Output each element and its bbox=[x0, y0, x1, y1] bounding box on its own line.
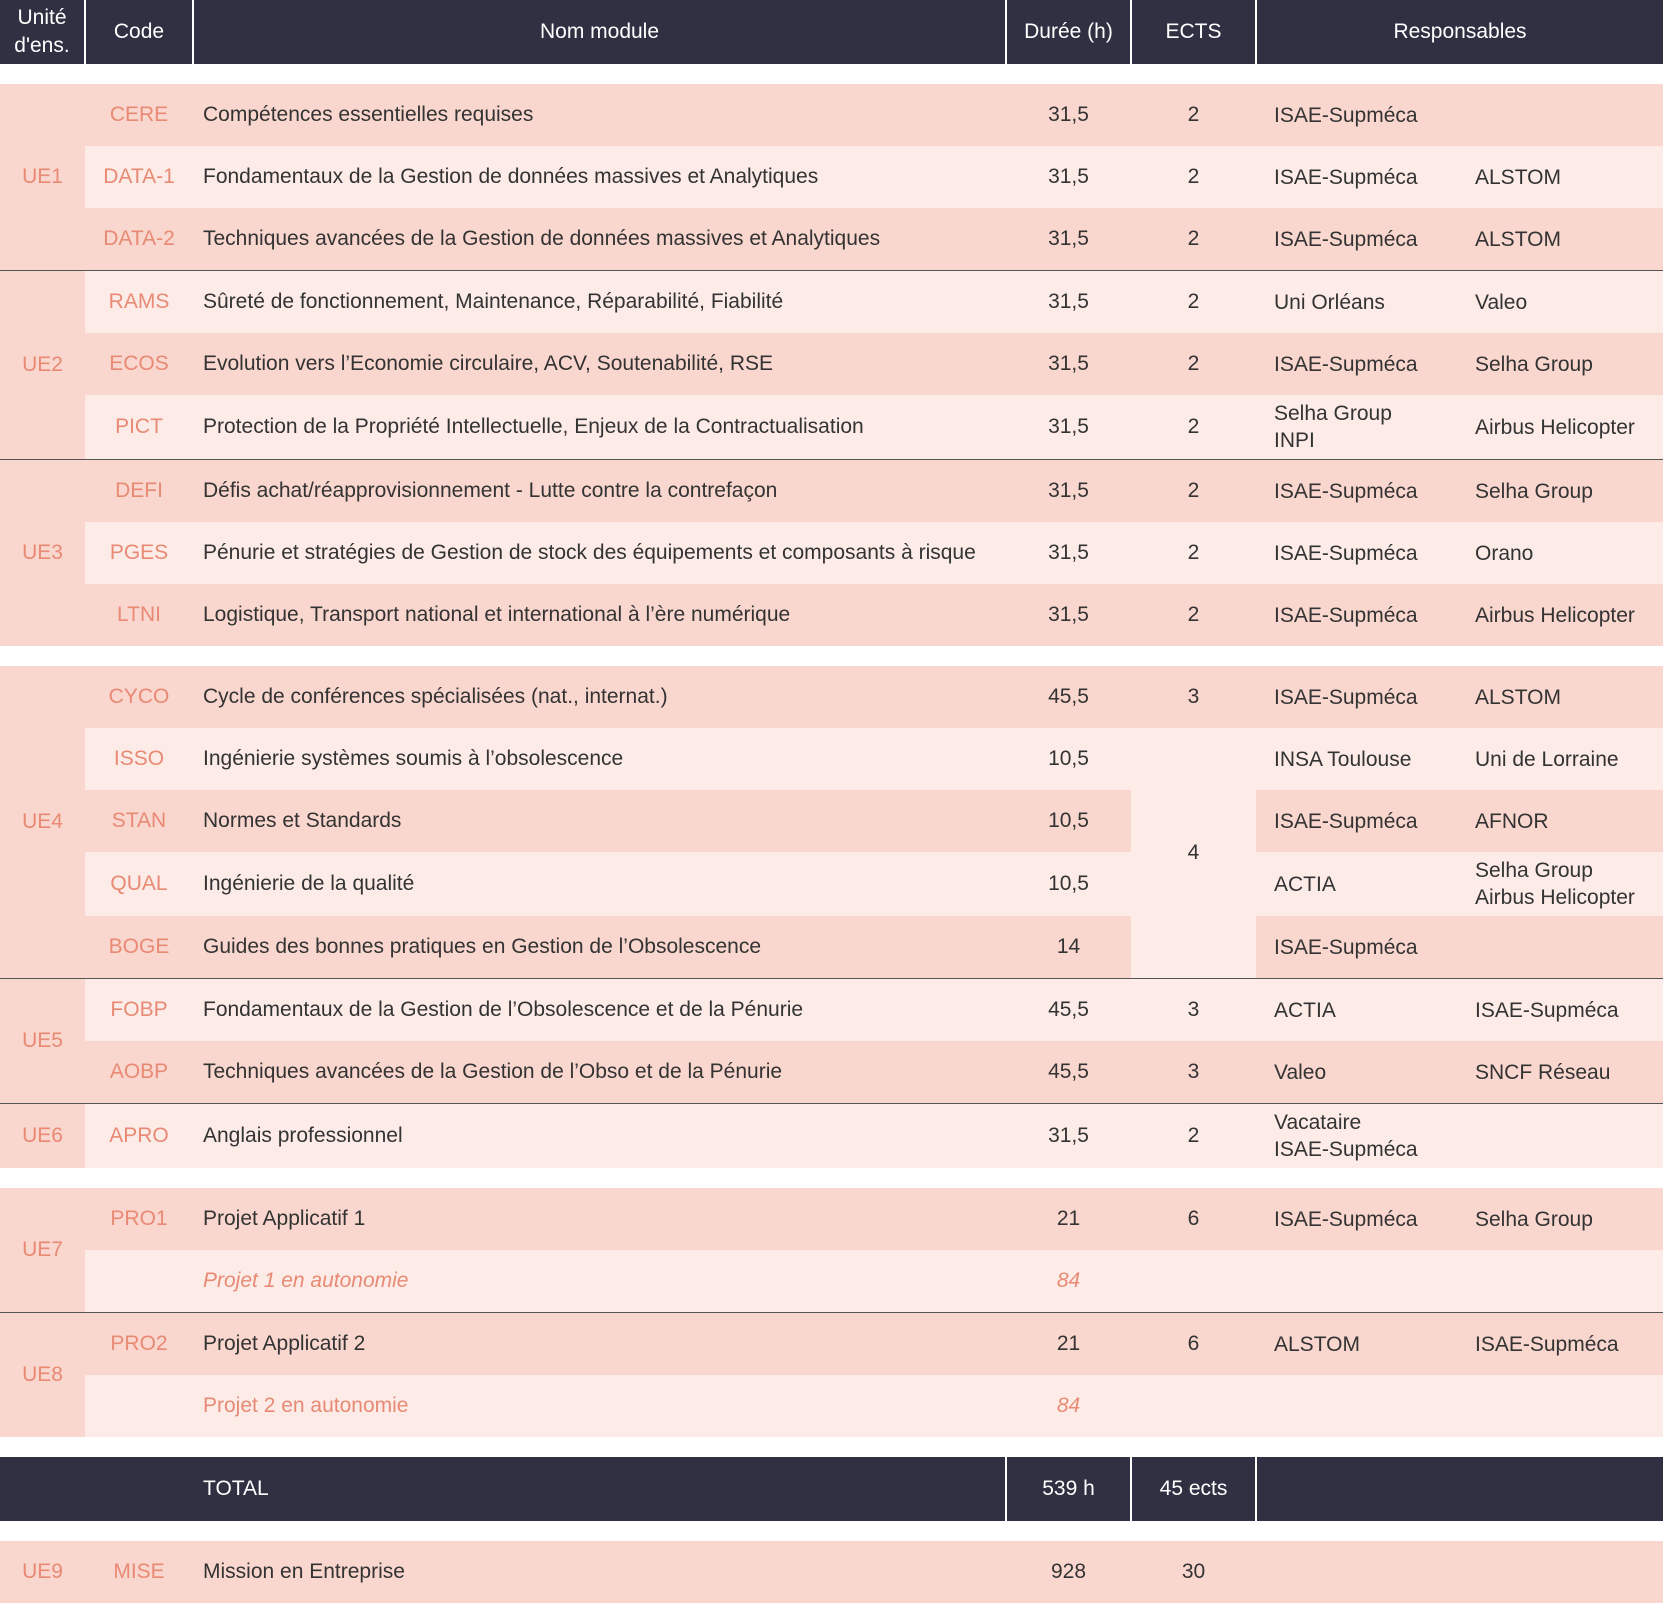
ue-label: UE4 bbox=[0, 666, 85, 979]
ue-label: UE5 bbox=[0, 979, 85, 1104]
module-ects: 2 bbox=[1187, 227, 1200, 250]
responsable-2: Orano bbox=[1475, 541, 1534, 565]
module-code: QUAL bbox=[110, 872, 168, 895]
module-duration: 45,5 bbox=[1006, 979, 1131, 1042]
responsable-1: ACTIA bbox=[1256, 979, 1457, 1042]
responsable-2-line1: Selha Group bbox=[1475, 859, 1593, 882]
module-duration: 31,5 bbox=[1006, 1104, 1131, 1169]
responsable-1: ISAE-Supméca bbox=[1274, 103, 1418, 127]
responsable-2: ALSTOM bbox=[1475, 685, 1561, 709]
module-ects: 2 bbox=[1187, 415, 1200, 438]
module-duration: 31,5 bbox=[1048, 415, 1089, 438]
module-name: Techniques avancées de la Gestion de données massives et Analytiques bbox=[203, 227, 881, 250]
responsable-1-line1: Selha Group bbox=[1274, 402, 1392, 425]
module-duration: 21 bbox=[1056, 1207, 1081, 1230]
table-row bbox=[0, 1104, 1663, 1169]
responsable-2 bbox=[1457, 1375, 1663, 1437]
table-row bbox=[0, 1375, 1663, 1437]
table-row bbox=[0, 333, 1663, 395]
module-name: Ingénierie de la qualité bbox=[203, 872, 415, 895]
module-name: Fondamentaux de la Gestion de données massives et Analytiques bbox=[203, 165, 819, 188]
module-duration: 21 bbox=[1006, 1313, 1131, 1376]
responsable-1: ISAE-Supméca bbox=[1274, 685, 1418, 709]
responsable-2: Valeo bbox=[1457, 271, 1663, 334]
module-duration: 84 bbox=[1056, 1394, 1081, 1417]
ue-label: UE6 bbox=[0, 1104, 85, 1169]
module-name: Compétences essentielles requises bbox=[203, 103, 534, 126]
table-row bbox=[0, 728, 1663, 790]
module-code: DATA-1 bbox=[103, 165, 175, 188]
module-name: Défis achat/réapprovisionnement - Lutte contre la contrefaçon bbox=[193, 460, 1006, 523]
responsable-2: Selha Group bbox=[1475, 1207, 1593, 1231]
ue-label: UE8 bbox=[0, 1313, 85, 1438]
responsable-1 bbox=[1256, 1104, 1457, 1169]
responsable-2: ALSTOM bbox=[1475, 227, 1561, 251]
module-name: Techniques avancées de la Gestion de l’Obso et de la Pénurie bbox=[203, 1060, 783, 1083]
module-code: BOGE bbox=[108, 935, 170, 958]
responsable-2: Uni de Lorraine bbox=[1475, 747, 1619, 771]
module-name: Ingénierie systèmes soumis à l’obsolescence bbox=[203, 747, 624, 770]
table-row bbox=[0, 146, 1663, 208]
table-row bbox=[0, 584, 1663, 646]
module-code bbox=[85, 1250, 193, 1313]
module-ects: 2 bbox=[1187, 352, 1200, 375]
module-duration: 14 bbox=[1056, 935, 1081, 958]
module-duration: 31,5 bbox=[1048, 227, 1089, 250]
module-duration: 31,5 bbox=[1006, 460, 1131, 523]
header-duration: Durée (h) bbox=[1006, 0, 1131, 64]
module-name: Projet 2 en autonomie bbox=[203, 1394, 409, 1417]
table-row bbox=[0, 1041, 1663, 1104]
spacer bbox=[0, 1437, 1663, 1457]
table-row bbox=[0, 395, 1663, 460]
spacer bbox=[0, 646, 1663, 666]
module-code bbox=[85, 1375, 193, 1437]
spacer bbox=[0, 1521, 1663, 1541]
responsable-1: ISAE-Supméca bbox=[1274, 352, 1418, 376]
responsable-1: Valeo bbox=[1274, 1060, 1327, 1084]
total-duration: 539 h bbox=[1006, 1457, 1131, 1521]
responsable-2: ISAE-Supméca bbox=[1457, 979, 1663, 1042]
module-ects: 30 bbox=[1181, 1560, 1206, 1583]
module-name: Mission en Entreprise bbox=[203, 1560, 405, 1583]
responsable-2: Selha Group bbox=[1457, 460, 1663, 523]
responsable-2: Selha Group bbox=[1475, 352, 1593, 376]
table-row bbox=[0, 979, 1663, 1042]
module-duration: 31,5 bbox=[1048, 352, 1089, 375]
module-duration: 10,5 bbox=[1048, 747, 1089, 770]
module-code: PRO2 bbox=[85, 1313, 193, 1376]
responsable-1: ISAE-Supméca bbox=[1274, 1207, 1418, 1231]
module-ects: 2 bbox=[1187, 103, 1200, 126]
module-ects: 2 bbox=[1187, 165, 1200, 188]
responsable-1-line2: ISAE-Supméca bbox=[1274, 1138, 1418, 1161]
responsable-1 bbox=[1256, 395, 1457, 460]
total-label: TOTAL bbox=[193, 1457, 1006, 1521]
responsable-1: ISAE-Supméca bbox=[1274, 935, 1418, 959]
responsable-1 bbox=[1256, 1375, 1457, 1437]
responsable-1-line2: INPI bbox=[1274, 429, 1315, 452]
responsable-1: ISAE-Supméca bbox=[1274, 809, 1418, 833]
module-ects: 2 bbox=[1187, 541, 1200, 564]
module-name: Fondamentaux de la Gestion de l’Obsolescence et de la Pénurie bbox=[193, 979, 1006, 1042]
ue-label: UE1 bbox=[0, 84, 85, 271]
table-row bbox=[0, 666, 1663, 728]
table-row bbox=[0, 208, 1663, 271]
responsable-2 bbox=[1457, 1104, 1663, 1169]
responsable-2: SNCF Réseau bbox=[1475, 1060, 1611, 1084]
responsable-2: ISAE-Supméca bbox=[1457, 1313, 1663, 1376]
module-ects: 2 bbox=[1187, 603, 1200, 626]
module-code: AOBP bbox=[109, 1060, 169, 1083]
module-ects: 6 bbox=[1187, 1207, 1200, 1230]
module-duration: 10,5 bbox=[1048, 872, 1089, 895]
module-code: ECOS bbox=[109, 352, 169, 375]
spacer bbox=[0, 1168, 1663, 1188]
table-row bbox=[0, 1313, 1663, 1376]
responsable-2 bbox=[1457, 1250, 1663, 1313]
module-ects: 2 bbox=[1131, 460, 1256, 523]
table-row bbox=[0, 84, 1663, 146]
module-ects: 3 bbox=[1131, 979, 1256, 1042]
module-duration: 31,5 bbox=[1006, 271, 1131, 334]
module-name: Protection de la Propriété Intellectuelle, Enjeux de la Contractualisation bbox=[203, 415, 864, 438]
module-code: RAMS bbox=[85, 271, 193, 334]
table-row bbox=[0, 916, 1663, 979]
module-ects: 2 bbox=[1131, 271, 1256, 334]
module-code: CERE bbox=[109, 103, 169, 126]
module-duration: 10,5 bbox=[1048, 809, 1089, 832]
responsable-1-line1: Vacataire bbox=[1274, 1111, 1362, 1134]
table-row bbox=[0, 790, 1663, 852]
module-name: Projet Applicatif 2 bbox=[193, 1313, 1006, 1376]
responsable-2: ALSTOM bbox=[1475, 165, 1561, 189]
total-ects: 45 ects bbox=[1131, 1457, 1256, 1521]
module-duration: 45,5 bbox=[1048, 1060, 1089, 1083]
module-code: PICT bbox=[115, 415, 163, 438]
module-name: Evolution vers l’Economie circulaire, ACV, Soutenabilité, RSE bbox=[203, 352, 774, 375]
module-duration: 31,5 bbox=[1048, 103, 1089, 126]
table-row bbox=[0, 522, 1663, 584]
module-code: PRO1 bbox=[110, 1207, 168, 1230]
header-ects: ECTS bbox=[1131, 0, 1256, 64]
responsable-1: Uni Orléans bbox=[1256, 271, 1457, 334]
module-code: LTNI bbox=[117, 603, 161, 626]
responsable-1: ISAE-Supméca bbox=[1274, 227, 1418, 251]
responsable-2 bbox=[1457, 916, 1663, 979]
module-name: Sûreté de fonctionnement, Maintenance, Réparabilité, Fiabilité bbox=[193, 271, 1006, 334]
header-ue-line2: d'ens. bbox=[14, 34, 70, 57]
module-code: STAN bbox=[111, 809, 167, 832]
responsable-2: AFNOR bbox=[1475, 809, 1549, 833]
responsable-1 bbox=[1256, 1250, 1457, 1313]
module-ects: 3 bbox=[1187, 1060, 1200, 1083]
header-ue-line1: Unité bbox=[17, 6, 67, 29]
table-row bbox=[0, 852, 1663, 916]
total-row bbox=[0, 1457, 1663, 1521]
module-name: Anglais professionnel bbox=[193, 1104, 1006, 1169]
module-ects bbox=[1131, 1375, 1256, 1437]
responsable-1: ALSTOM bbox=[1256, 1313, 1457, 1376]
module-duration: 31,5 bbox=[1048, 541, 1089, 564]
ue-label: UE9 bbox=[0, 1541, 85, 1603]
responsable-1: ISAE-Supméca bbox=[1274, 165, 1418, 189]
module-ects: 3 bbox=[1187, 685, 1200, 708]
responsable-2 bbox=[1457, 84, 1663, 146]
module-code: MISE bbox=[113, 1560, 165, 1583]
module-ects bbox=[1131, 1250, 1256, 1313]
table-row bbox=[0, 1188, 1663, 1250]
responsable-2: Airbus Helicopter bbox=[1475, 415, 1635, 439]
responsable-1: ISAE-Supméca bbox=[1274, 603, 1418, 627]
module-name: Logistique, Transport national et international à l’ère numérique bbox=[203, 603, 791, 626]
responsable-1: INSA Toulouse bbox=[1274, 747, 1412, 771]
responsable-1: ISAE-Supméca bbox=[1256, 460, 1457, 523]
ue-label: UE7 bbox=[0, 1188, 85, 1313]
header-responsables: Responsables bbox=[1256, 0, 1663, 64]
module-ects-shared: 4 bbox=[1131, 728, 1256, 979]
responsable-1: ACTIA bbox=[1274, 872, 1336, 896]
module-name: Projet 1 en autonomie bbox=[203, 1269, 409, 1292]
ue-label: UE3 bbox=[0, 460, 85, 647]
module-ects: 2 bbox=[1131, 1104, 1256, 1169]
module-code: APRO bbox=[85, 1104, 193, 1169]
table-header bbox=[0, 0, 1663, 64]
module-duration: 928 bbox=[1050, 1560, 1087, 1583]
responsable-2-line2: Airbus Helicopter bbox=[1475, 886, 1635, 909]
module-name: Cycle de conférences spécialisées (nat., internat.) bbox=[203, 685, 668, 708]
module-code: DEFI bbox=[85, 460, 193, 523]
module-duration: 45,5 bbox=[1048, 685, 1089, 708]
module-name: Guides des bonnes pratiques en Gestion de l’Obsolescence bbox=[203, 935, 762, 958]
ue-label: UE2 bbox=[0, 271, 85, 460]
responsable-2 bbox=[1457, 852, 1663, 916]
module-code: DATA-2 bbox=[103, 227, 175, 250]
module-name: Projet Applicatif 1 bbox=[203, 1207, 366, 1230]
header-code: Code bbox=[85, 0, 193, 64]
table-row bbox=[0, 271, 1663, 334]
responsable-2: Airbus Helicopter bbox=[1475, 603, 1635, 627]
module-ects: 6 bbox=[1131, 1313, 1256, 1376]
module-duration: 31,5 bbox=[1048, 603, 1089, 626]
module-name: Pénurie et stratégies de Gestion de stock des équipements et composants à risque bbox=[203, 541, 976, 564]
header-ue bbox=[0, 0, 85, 64]
header-name: Nom module bbox=[193, 0, 1006, 64]
module-code: CYCO bbox=[108, 685, 170, 708]
module-code: FOBP bbox=[85, 979, 193, 1042]
spacer bbox=[0, 64, 1663, 84]
table-row bbox=[0, 460, 1663, 523]
module-code: ISSO bbox=[113, 747, 165, 770]
module-duration: 31,5 bbox=[1048, 165, 1089, 188]
module-duration: 84 bbox=[1056, 1269, 1081, 1292]
responsable-1: ISAE-Supméca bbox=[1274, 541, 1418, 565]
table-row bbox=[0, 1250, 1663, 1313]
module-code: PGES bbox=[109, 541, 169, 564]
module-name: Normes et Standards bbox=[203, 809, 402, 832]
